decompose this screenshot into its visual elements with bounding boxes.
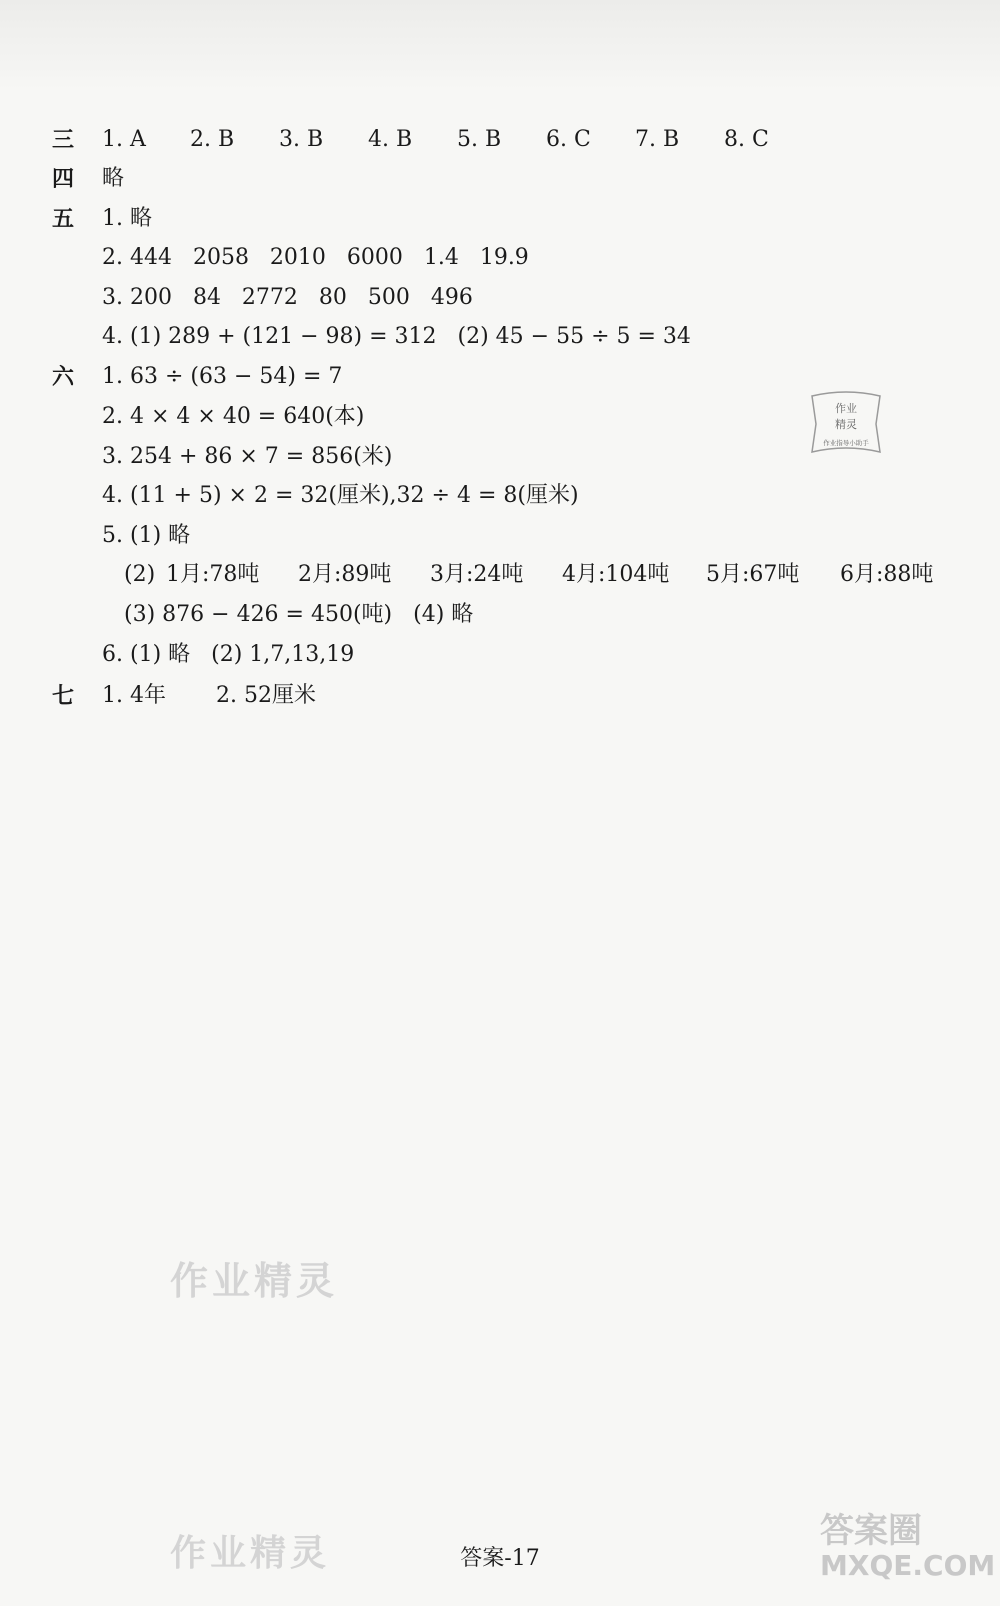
answer-item: 4. B [368,127,413,152]
answer-line: 1. 63 ÷ (63 − 54) = 7 [102,364,343,389]
answer-item: 1. 4年 [102,683,166,708]
section-label: 四 [52,166,75,192]
stamp-logo [808,390,884,458]
page-number: 答案-17 [460,1546,540,1571]
section-label: 三 [52,127,75,153]
month-value: 5月:67吨 [706,562,800,587]
answer-item: 1. A [102,127,146,152]
watermark: 作业精灵 [170,1259,339,1303]
answer-line: 4. (1) 289 + (121 − 98) = 312 (2) 45 − 55 ÷ 5 = 34 [102,324,691,349]
scan-noise [0,0,1000,90]
answer-line: 4. (11 + 5) × 2 = 32(厘米),32 ÷ 4 = 8(厘米) [102,483,579,508]
answer-item: 7. B [635,127,680,152]
stamp-text: 作业指导小助手 [823,439,869,447]
month-value: 1月:78吨 [166,562,260,587]
month-value: 6月:88吨 [840,562,934,587]
answer-line: 2. 444 2058 2010 6000 1.4 19.9 [102,245,529,270]
answer-item: 5. B [457,127,502,152]
answer-item: 2. B [190,127,235,152]
answer-line: 6. (1) 略 (2) 1,7,13,19 [102,642,355,667]
corner-logo-url: MXQE.COM [820,1549,996,1582]
answer-item: 8. C [724,127,769,152]
section-label: 七 [52,683,75,709]
answer-line: 1. 略 [102,206,152,231]
stamp-text: 精灵 [835,418,857,431]
watermark: 作业精灵 [170,1533,331,1574]
answer-line: 3. 200 84 2772 80 500 496 [102,285,473,310]
answer-line: 2. 4 × 4 × 40 = 640(本) [102,404,365,429]
answer-line: (3) 876 − 426 = 450(吨) (4) 略 [124,602,474,627]
section-label: 六 [52,364,75,390]
sub-question-label: (2) [124,562,156,587]
answer-line: 5. (1) 略 [102,523,191,548]
answer-line: 3. 254 + 86 × 7 = 856(米) [102,444,393,469]
answer-item: 2. 52厘米 [216,683,316,708]
answer-text: 略 [102,166,125,191]
answer-item: 6. C [546,127,591,152]
section-label: 五 [52,206,75,232]
answer-item: 3. B [279,127,324,152]
month-value: 2月:89吨 [298,562,392,587]
month-value: 3月:24吨 [430,562,524,587]
stamp-text: 作业 [835,402,857,415]
corner-logo-text: 答案圈 [820,1511,922,1551]
month-value: 4月:104吨 [562,562,670,587]
